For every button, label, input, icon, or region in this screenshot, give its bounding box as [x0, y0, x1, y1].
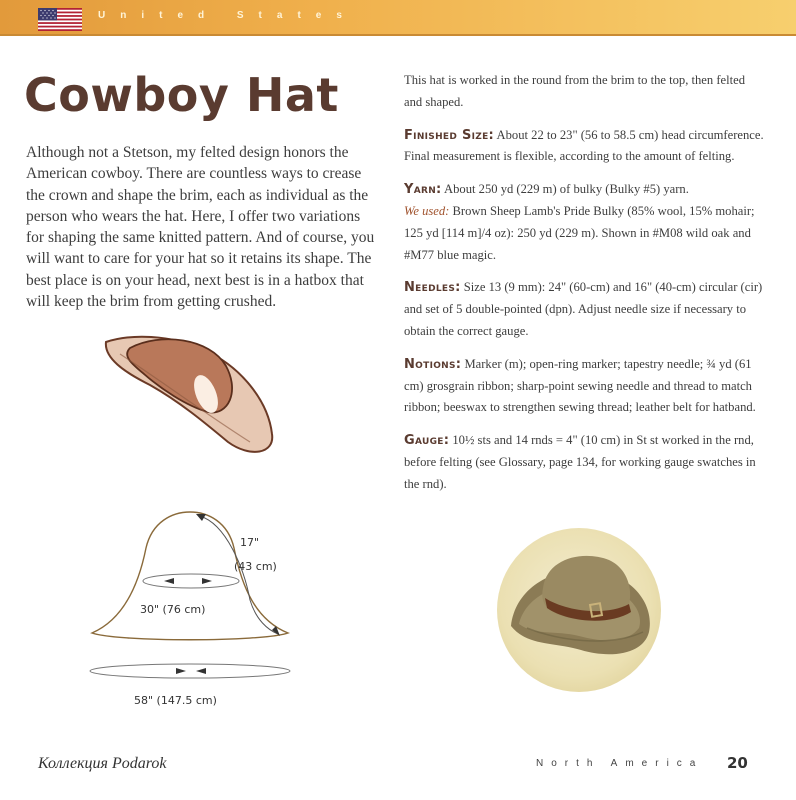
pattern-intro: This hat is worked in the round from the brim to the top, then felted and shaped.: [404, 73, 746, 109]
intro-paragraph: Although not a Stetson, my felted design honors the American cowboy. There are countless ways to crease the crown and shape the brim, each as individual as the person who wears the hat. Here, I offer two variations for shaping the same knitted pattern. And of course, you will want to care for your hat so it retains its shape. The best place is on your head, next best is in a hatbox that will keep the brim from getting crushed.: [26, 144, 375, 311]
diagram-crown-circumference: 30" (76 cm): [140, 603, 206, 616]
needles-text: Size 13 (9 mm): 24" (60-cm) and 16" (40-cm) circular (cir) and set of 5 double-pointed (dpn). Adjust needle size if necessary to obtain the correct gauge.: [404, 280, 763, 338]
felted-hat-image: [497, 528, 661, 692]
gauge-section: [404, 430, 764, 495]
diagram-side-label-cm: (43 cm): [234, 560, 277, 573]
notions-section: [404, 354, 764, 419]
pattern-details: [404, 70, 764, 507]
needles-section: [404, 277, 764, 342]
hat-sketch-illustration: [100, 330, 276, 460]
header-rule: [0, 34, 796, 36]
hat-photo: [497, 528, 661, 692]
yarn-label: Yarn:: [404, 182, 442, 198]
footer-watermark: Коллекция Podarok: [38, 755, 167, 772]
page-title: Cowboy Hat: [24, 68, 339, 122]
notions-label: Notions:: [404, 356, 462, 372]
notions-text: Marker (m); open-ring marker; tapestry needle; ¾ yd (61 cm) grosgrain ribbon; sharp-point sewing needle and thread to match ribbon; beeswax to strengthen sewing thread; leather belt for hatband.: [404, 356, 756, 415]
needles-label: Needles:: [404, 280, 461, 296]
finished-size-label: Finished Size:: [404, 127, 495, 143]
finished-size-text: About 22 to 23" (56 to 58.5 cm) head circumference. Final measurement is flexible, according to the amount of felting.: [404, 127, 764, 164]
yarn-text: About 250 yd (229 m) of bulky (Bulky #5) yarn.: [444, 182, 689, 197]
gauge-text: 10½ sts and 14 rnds = 4" (10 cm) in St st worked in the rnd, before felting (see Glossary, page 134, for working gauge swatches in the rnd).: [404, 433, 756, 491]
country-header: United States: [98, 10, 357, 21]
diagram-brim-circumference: 58" (147.5 cm): [134, 694, 217, 707]
us-flag-icon: [38, 8, 82, 31]
finished-size-section: [404, 125, 764, 169]
we-used-text: Brown Sheep Lamb's Pride Bulky (85% wool, 15% mohair; 125 yd [114 m]/4 oz): 250 yd (229 m). Shown in #M08 wild oak and #M77 blue magic.: [404, 203, 755, 262]
page-number: 20: [727, 754, 748, 772]
yarn-section: [404, 179, 764, 266]
footer-section-name: North America: [536, 758, 704, 769]
diagram-side-label: 17": [240, 536, 260, 549]
gauge-label: Gauge:: [404, 433, 450, 449]
hat-measurement-diagram: [82, 508, 382, 718]
we-used-label: We used:: [404, 203, 450, 218]
